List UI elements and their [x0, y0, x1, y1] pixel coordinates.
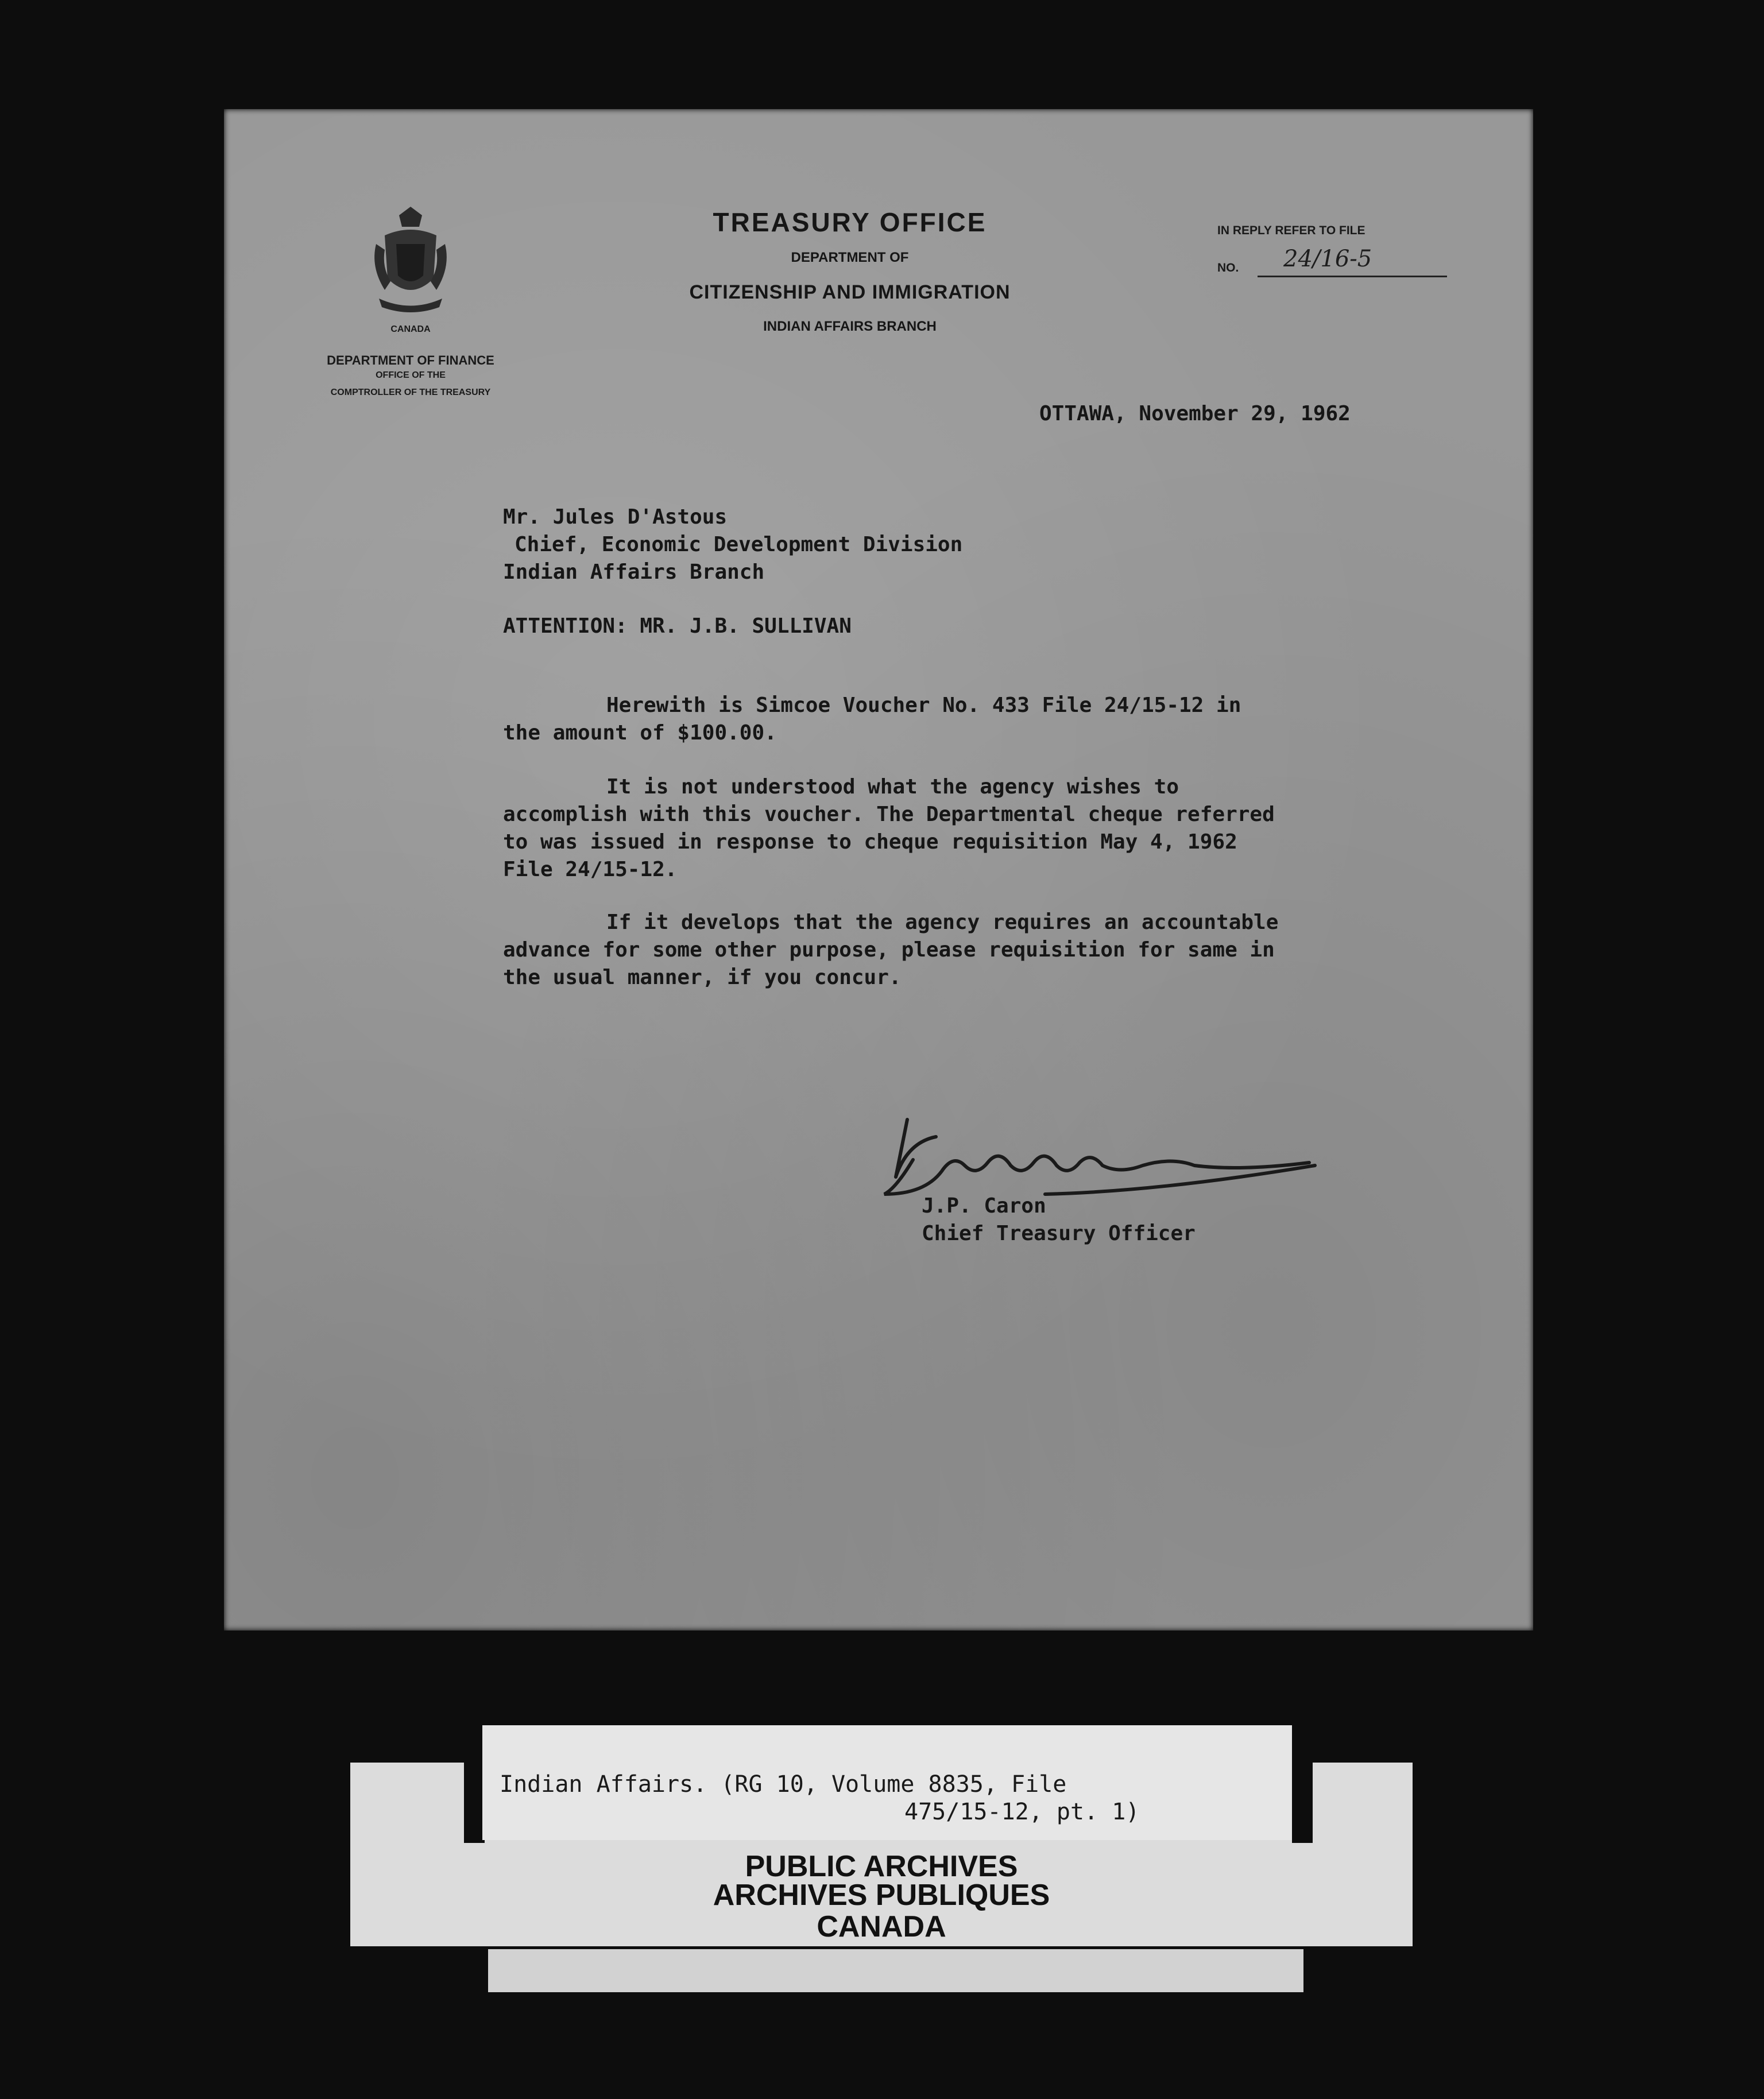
crest-caption-department: DEPARTMENT OF FINANCE — [327, 353, 494, 367]
archive-label-line-1: Indian Affairs. (RG 10, Volume 8835, File — [500, 1771, 1067, 1798]
reply-underline — [1258, 276, 1447, 277]
crest-caption-comptroller: COMPTROLLER OF THE TREASURY — [330, 388, 491, 397]
archive-label-line-2: 475/15-12, pt. 1) — [904, 1799, 1140, 1825]
archive-stamp-line-2: ARCHIVES PUBLIQUES — [713, 1879, 1050, 1912]
addressee-line-1: Mr. Jules D'Astous — [503, 505, 728, 529]
letterhead-citizenship: CITIZENSHIP AND IMMIGRATION — [689, 281, 1011, 303]
body-paragraph-2-line-3: to was issued in response to cheque requisition May 4, 1962 — [503, 830, 1237, 854]
label-notch-right — [1292, 1763, 1313, 1843]
reply-file-number: 24/16-5 — [1283, 246, 1372, 272]
crest-caption-office: OFFICE OF THE — [376, 370, 446, 380]
body-paragraph-1-line-1: Herewith is Simcoe Voucher No. 433 File 24/15-12 in — [606, 694, 1241, 717]
body-paragraph-2-line-1: It is not understood what the agency wishes to — [606, 775, 1179, 799]
signatory-name: J.P. Caron — [922, 1194, 1046, 1218]
signatory-title: Chief Treasury Officer — [922, 1222, 1196, 1245]
body-paragraph-3-line-1: If it develops that the agency requires an accountable — [606, 911, 1279, 934]
attention-line: ATTENTION: MR. J.B. SULLIVAN — [503, 614, 852, 638]
letterhead-branch: INDIAN AFFAIRS BRANCH — [763, 319, 937, 334]
addressee-line-2: Chief, Economic Development Division — [514, 533, 963, 556]
letter-date: OTTAWA, November 29, 1962 — [1039, 402, 1351, 425]
coat-of-arms-icon — [365, 204, 457, 319]
body-paragraph-2-line-4: File 24/15-12. — [503, 858, 678, 881]
letterhead-title: TREASURY OFFICE — [713, 207, 987, 237]
bottom-strip — [488, 1949, 1303, 1992]
reply-no-label: NO. — [1217, 261, 1239, 274]
body-paragraph-3-line-3: the usual manner, if you concur. — [503, 966, 902, 989]
label-notch-left — [464, 1763, 485, 1843]
addressee-line-3: Indian Affairs Branch — [503, 560, 765, 584]
reply-refer-label: IN REPLY REFER TO FILE — [1217, 224, 1365, 237]
body-paragraph-2-line-2: accomplish with this voucher. The Departmental cheque referred — [503, 803, 1275, 826]
archive-stamp-line-1: PUBLIC ARCHIVES — [745, 1850, 1018, 1883]
body-paragraph-3-line-2: advance for some other purpose, please requisition for same in — [503, 938, 1275, 962]
letter-page — [224, 109, 1533, 1631]
archive-label-card — [482, 1725, 1292, 1840]
crest-caption-country: CANADA — [390, 324, 431, 334]
letterhead-department-of: DEPARTMENT OF — [791, 250, 909, 265]
archive-stamp-line-3: CANADA — [817, 1910, 946, 1943]
body-paragraph-1-line-2: the amount of $100.00. — [503, 721, 777, 745]
